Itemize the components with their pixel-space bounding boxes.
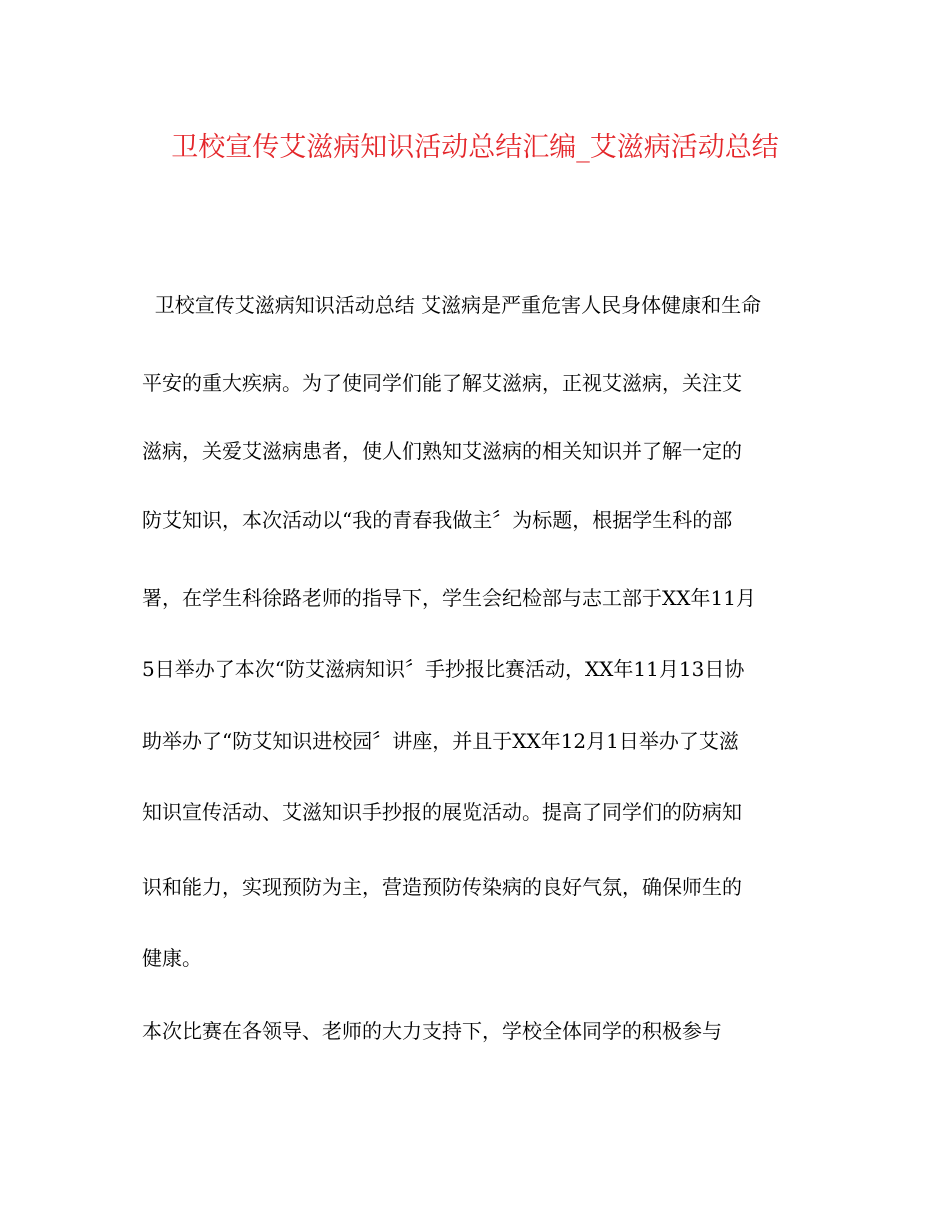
body-line: 知识宣传活动、艾滋知识手抄报的展览活动。提高了同学们的防病知 <box>142 800 742 824</box>
body-line: 识和能力，实现预防为主，营造预防传染病的良好气氛，确保师生的 <box>142 875 742 899</box>
body-line: 平安的重大疾病。为了使同学们能了解艾滋病，正视艾滋病，关注艾 <box>142 371 742 395</box>
body-line: 5日举办了本次“防艾滋病知识〞手抄报比赛活动，XX年11月13日协 <box>142 657 745 681</box>
document-title: 卫校宣传艾滋病知识活动总结汇编_艾滋病活动总结 <box>171 132 779 163</box>
body-line: 助举办了“防艾知识进校园〞讲座，并且于XX年12月1日举办了艾滋 <box>142 729 739 753</box>
body-line: 署，在学生科徐路老师的指导下，学生会纪检部与志工部于XX年11月 <box>142 586 756 610</box>
body-line: 防艾知识，本次活动以“我的青春我做主〞为标题，根据学生科的部 <box>142 508 733 532</box>
body-line: 卫校宣传艾滋病知识活动总结 艾滋病是严重危害人民身体健康和生命 <box>142 293 762 317</box>
body-line: 健康。 <box>142 946 202 970</box>
body-line: 本次比赛在各领导、老师的大力支持下，学校全体同学的积极参与 <box>142 1019 722 1043</box>
body-line: 滋病，关爱艾滋病患者，使人们熟知艾滋病的相关知识并了解一定的 <box>142 439 742 463</box>
